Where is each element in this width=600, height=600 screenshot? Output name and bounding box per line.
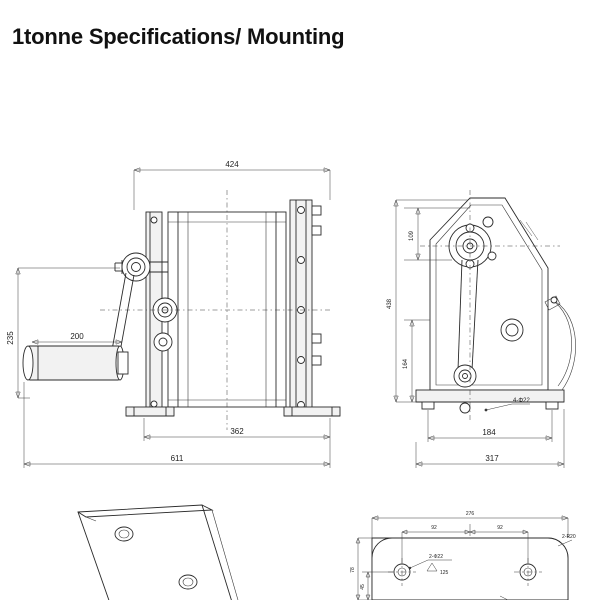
- mounting-plate-plan: [350, 511, 576, 600]
- page-title: 1tonne Specifications/ Mounting: [12, 24, 345, 49]
- dim-92-right: 92: [497, 525, 503, 531]
- dim-78: 78: [350, 567, 356, 573]
- dim-317: 317: [485, 454, 499, 463]
- note-2-r20: 2-R20: [562, 534, 576, 540]
- dim-438: 438: [387, 298, 393, 310]
- dim-424: 424: [225, 160, 239, 169]
- dim-164: 164: [403, 358, 409, 370]
- dim-184: 184: [482, 428, 496, 437]
- dim-235: 235: [6, 331, 15, 345]
- dim-611: 611: [170, 454, 184, 463]
- dim-92-left: 92: [431, 525, 437, 531]
- note-2-phi22: 2-Φ22: [429, 554, 443, 560]
- technical-drawing: [0, 60, 600, 600]
- dim-45: 45: [360, 584, 366, 590]
- dim-276: 276: [465, 511, 475, 517]
- dim-109: 109: [409, 230, 415, 242]
- dim-200: 200: [70, 332, 84, 341]
- mounting-strap-isometric: [78, 505, 240, 600]
- note-125: 125: [440, 570, 449, 576]
- front-elevation-view: [6, 160, 340, 468]
- note-4-phi22: 4-Φ22: [513, 398, 530, 404]
- dim-362: 362: [230, 427, 244, 436]
- side-elevation-view: [387, 190, 576, 468]
